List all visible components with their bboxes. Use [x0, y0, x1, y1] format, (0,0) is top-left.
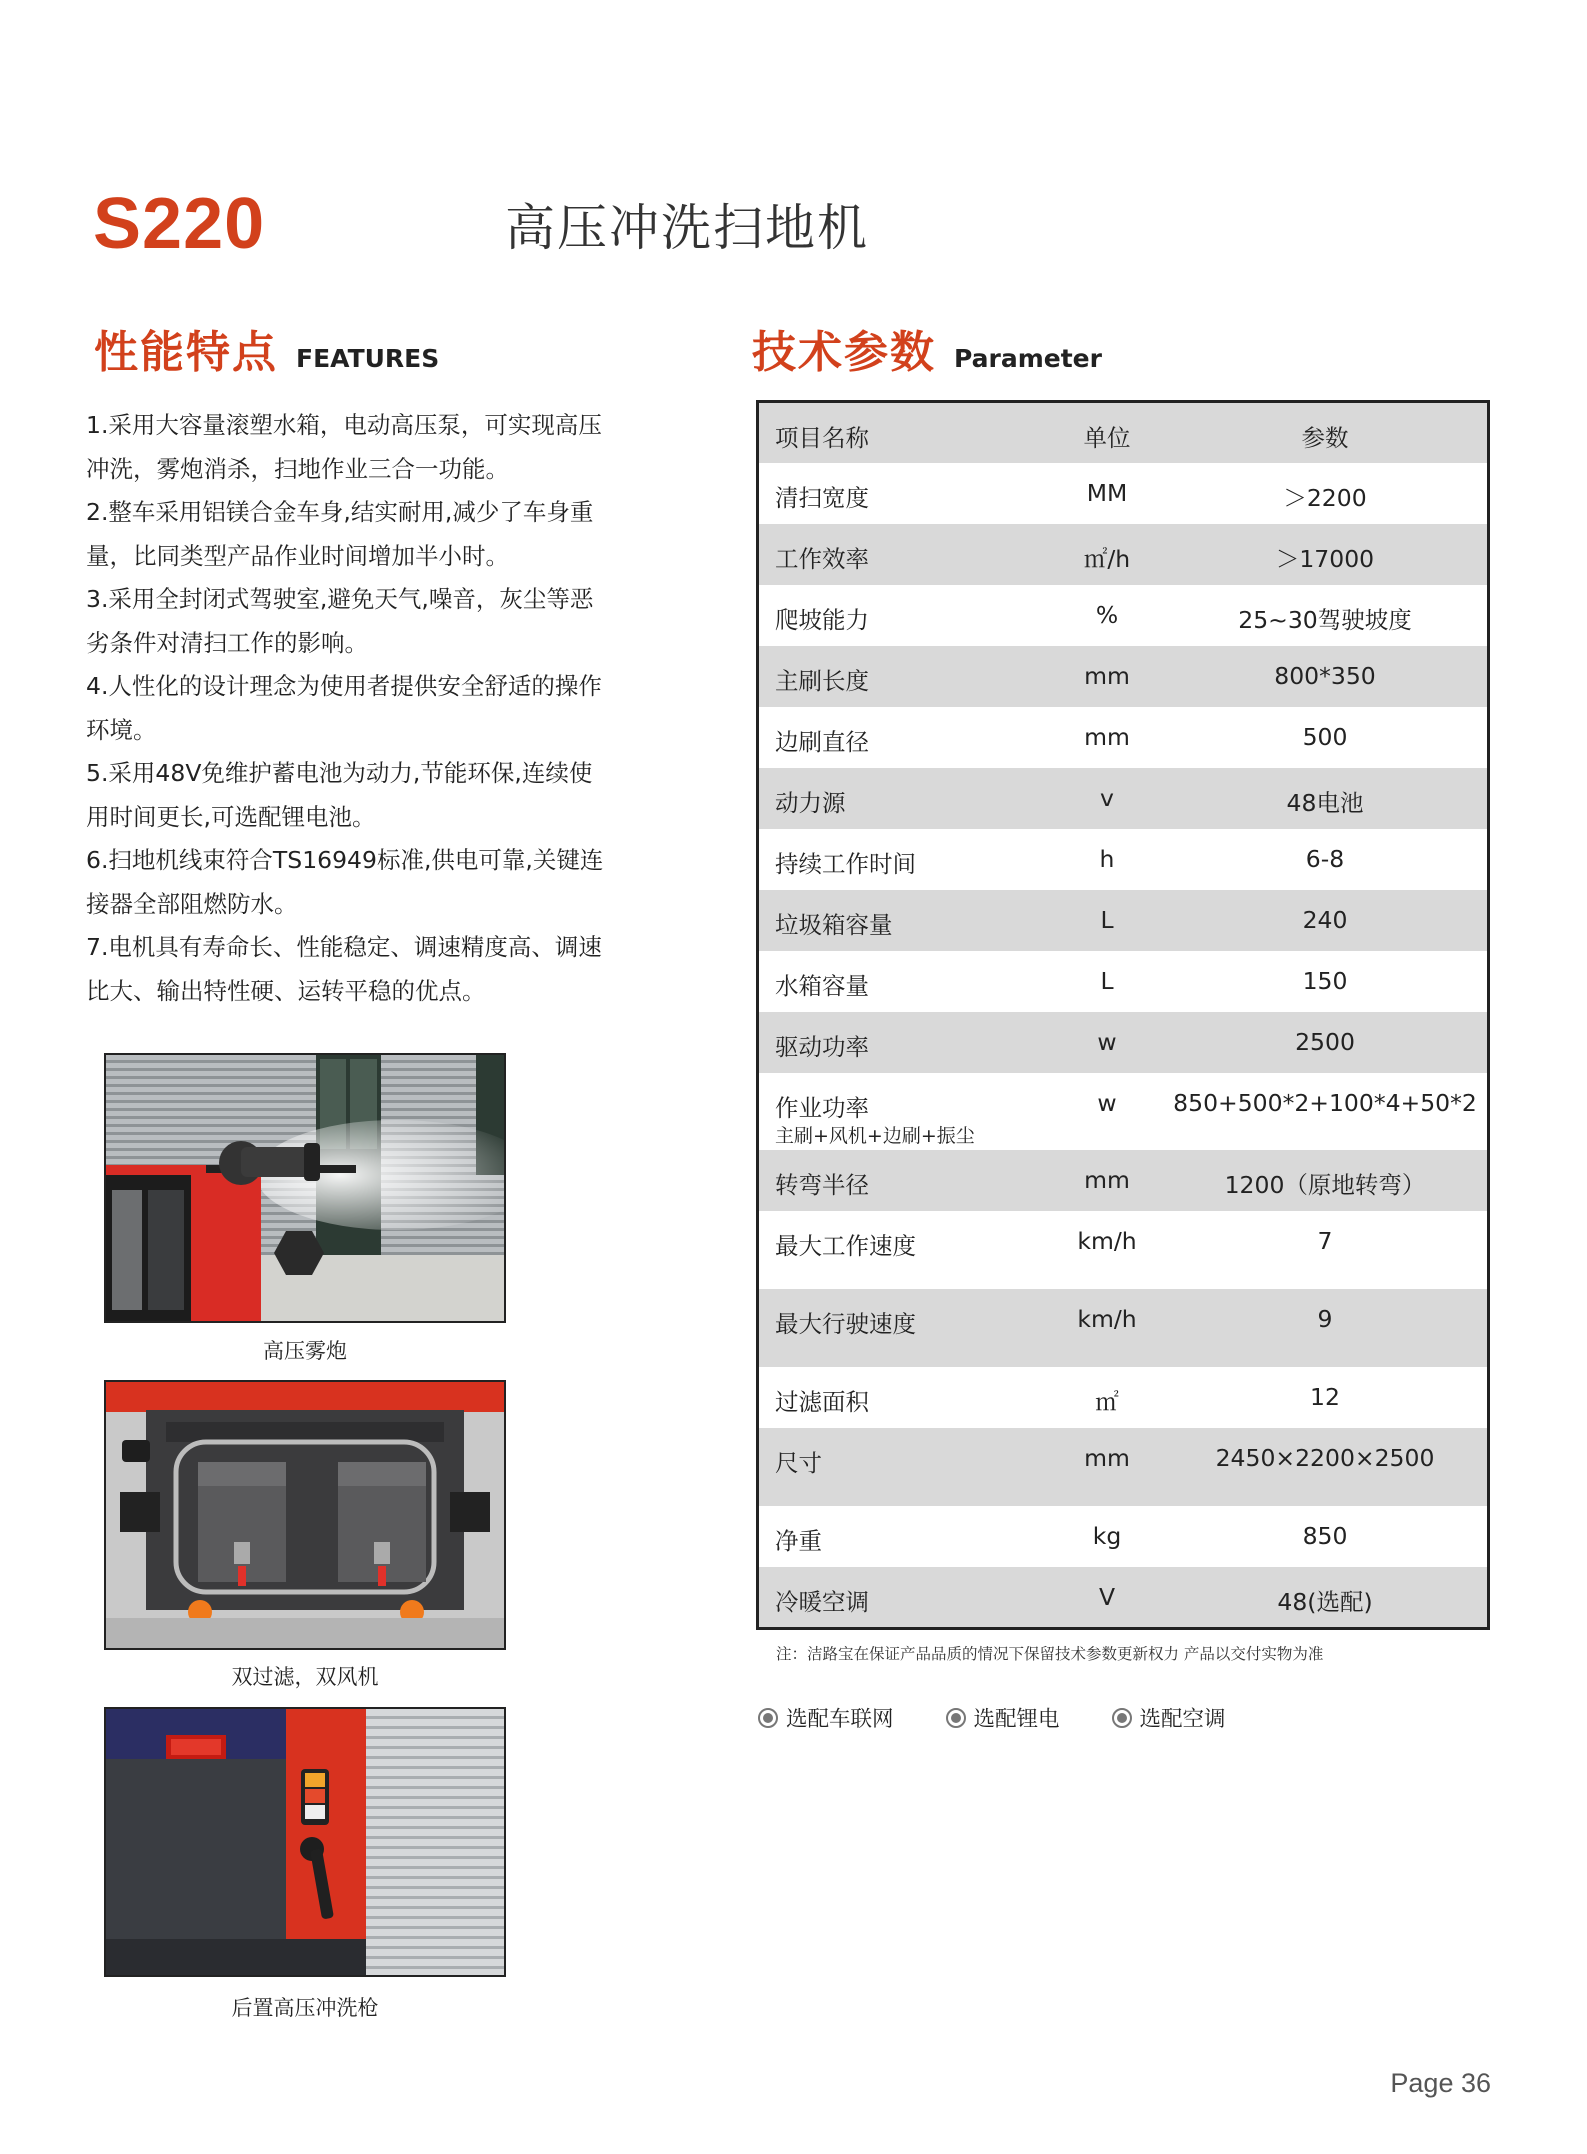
option-item — [1112, 1702, 1226, 1733]
header-name: 项目名称 — [775, 424, 869, 452]
row-name: 工作效率 — [775, 545, 869, 573]
feature-line: 量，比同类型产品作业时间增加半小时。 — [86, 541, 509, 570]
table-row — [759, 524, 1487, 585]
row-unit: % — [1095, 601, 1119, 629]
row-name: 清扫宽度 — [775, 484, 869, 512]
mist-cannon-illustration — [106, 1055, 504, 1321]
row-name: 最大工作速度 — [775, 1232, 916, 1260]
feature-line: 2.整车采用铝镁合金车身,结实耐用,减少了车身重 — [86, 498, 594, 526]
row-value: 6-8 — [1305, 845, 1345, 873]
row-name: 垃圾箱容量 — [775, 911, 893, 939]
feature-line: 5.采用48V免维护蓄电池为动力,节能环保,连续使 — [86, 759, 593, 787]
row-value: 7 — [1317, 1227, 1333, 1255]
parameter-table — [756, 400, 1490, 1630]
features-title-en: FEATURES — [296, 344, 440, 373]
row-name: 驱动功率 — [775, 1033, 869, 1061]
table-row — [759, 1211, 1487, 1289]
wash-gun-illustration — [106, 1709, 504, 1975]
row-name-sub: 主刷+风机+边刷+振尘 — [775, 1125, 975, 1147]
row-name-main: 作业功率 — [775, 1094, 869, 1122]
row-name: 主刷长度 — [775, 667, 869, 695]
row-unit: L — [1100, 967, 1114, 995]
row-name: 爬坡能力 — [775, 606, 869, 634]
photo-dual-filter — [104, 1380, 506, 1650]
row-unit: ㎡ — [1095, 1388, 1119, 1416]
feature-line: 冲洗，雾炮消杀，扫地作业三合一功能。 — [86, 454, 509, 483]
table-row — [759, 585, 1487, 646]
row-unit: mm — [1084, 723, 1130, 751]
row-value: ＞17000 — [1275, 545, 1375, 573]
row-name: 边刷直径 — [775, 728, 869, 756]
header-value: 参数 — [1301, 424, 1349, 452]
table-row — [759, 829, 1487, 890]
row-value: 800*350 — [1274, 662, 1376, 690]
row-unit: h — [1099, 845, 1115, 873]
row-name: 净重 — [775, 1527, 822, 1555]
feature-line: 接器全部阻燃防水。 — [86, 889, 298, 918]
radio-icon — [946, 1708, 966, 1728]
row-unit: km/h — [1077, 1305, 1137, 1333]
dual-filter-illustration — [106, 1382, 504, 1648]
option-item — [758, 1702, 894, 1733]
row-name — [759, 1073, 1051, 1147]
row-unit: km/h — [1077, 1227, 1137, 1255]
row-name: 转弯半径 — [775, 1171, 869, 1199]
feature-line: 1.采用大容量滚塑水箱，电动高压泵，可实现高压 — [86, 411, 602, 439]
option-label: 选配空调 — [1139, 1707, 1226, 1732]
row-value: 9 — [1317, 1305, 1333, 1333]
model-number: S220 — [93, 184, 266, 264]
row-value: 240 — [1302, 906, 1348, 934]
row-value: 2500 — [1295, 1028, 1355, 1056]
row-name: 水箱容量 — [775, 972, 869, 1000]
row-value: 150 — [1302, 967, 1348, 995]
row-name: 过滤面积 — [775, 1388, 869, 1416]
table-row — [759, 707, 1487, 768]
parameter-title-cn: 技术参数 — [752, 327, 936, 378]
parameter-title-en: Parameter — [954, 344, 1102, 373]
option-list — [758, 1702, 1278, 1733]
table-row — [759, 1012, 1487, 1073]
table-row — [759, 1506, 1487, 1567]
parameter-note: 注：洁路宝在保证产品品质的情况下保留技术参数更新权力 产品以交付实物为准 — [776, 1645, 1324, 1663]
radio-icon — [758, 1708, 778, 1728]
table-row — [759, 646, 1487, 707]
option-item — [946, 1702, 1060, 1733]
row-value: 25~30驾驶坡度 — [1238, 606, 1412, 634]
table-header-row — [759, 403, 1487, 463]
photo-caption: 双过滤，双风机 — [231, 1665, 379, 1689]
row-unit: mm — [1084, 1166, 1130, 1194]
feature-line: 用时间更长,可选配锂电池。 — [86, 802, 376, 831]
header-unit: 单位 — [1083, 424, 1131, 452]
row-unit: kg — [1092, 1522, 1122, 1550]
option-label: 选配锂电 — [973, 1707, 1060, 1732]
table-row — [759, 890, 1487, 951]
photo-wash-gun — [104, 1707, 506, 1977]
row-unit: mm — [1084, 662, 1130, 690]
page-number: Page 36 — [1390, 2068, 1491, 2098]
product-name: 高压冲洗扫地机 — [505, 199, 869, 257]
feature-line: 7.电机具有寿命长、性能稳定、调速精度高、调速 — [86, 933, 602, 961]
row-unit: V — [1098, 1583, 1116, 1611]
feature-line: 3.采用全封闭式驾驶室,避免天气,噪音，灰尘等恶 — [86, 585, 594, 613]
radio-icon — [1112, 1708, 1132, 1728]
row-value: 850 — [1302, 1522, 1348, 1550]
row-unit: L — [1100, 906, 1114, 934]
row-name: 最大行驶速度 — [775, 1310, 916, 1338]
row-value: 1200（原地转弯） — [1224, 1171, 1426, 1199]
row-unit: MM — [1086, 479, 1128, 507]
row-value: 12 — [1310, 1383, 1340, 1411]
row-value: 850+500*2+100*4+50*2 — [1173, 1089, 1477, 1117]
table-row — [759, 463, 1487, 524]
feature-line: 劣条件对清扫工作的影响。 — [86, 628, 368, 657]
features-list — [86, 404, 626, 1013]
row-value: 48(选配) — [1277, 1588, 1373, 1616]
row-name: 持续工作时间 — [775, 850, 916, 878]
table-row — [759, 1567, 1487, 1627]
feature-line: 环境。 — [86, 715, 157, 744]
table-row — [759, 1367, 1487, 1428]
row-value: 500 — [1302, 723, 1348, 751]
table-row — [759, 1289, 1487, 1367]
feature-line: 比大、输出特性硬、运转平稳的优点。 — [86, 976, 486, 1005]
row-unit: mm — [1084, 1444, 1130, 1472]
feature-line: 6.扫地机线束符合TS16949标准,供电可靠,关键连 — [86, 846, 604, 874]
row-name: 冷暖空调 — [775, 1588, 869, 1616]
option-label: 选配车联网 — [786, 1707, 894, 1732]
row-value: 2450×2200×2500 — [1215, 1444, 1435, 1472]
photo-caption: 高压雾炮 — [263, 1339, 347, 1363]
table-row — [759, 1150, 1487, 1211]
parameter-heading — [752, 316, 1102, 380]
features-title-cn: 性能特点 — [94, 327, 278, 378]
table-row — [759, 768, 1487, 829]
row-value: ＞2200 — [1283, 484, 1367, 512]
row-name: 尺寸 — [775, 1449, 822, 1477]
features-heading — [94, 316, 439, 380]
row-value: 48电池 — [1286, 789, 1364, 817]
row-unit: ㎡/h — [1083, 545, 1131, 573]
row-name: 动力源 — [775, 789, 846, 817]
photo-caption: 后置高压冲洗枪 — [231, 1996, 379, 2020]
feature-line: 4.人性化的设计理念为使用者提供安全舒适的操作 — [86, 672, 602, 700]
row-unit: w — [1097, 1089, 1117, 1117]
table-row — [759, 951, 1487, 1012]
photo-mist-cannon — [104, 1053, 506, 1323]
row-unit: v — [1100, 784, 1114, 812]
row-unit: w — [1097, 1028, 1117, 1056]
table-row — [759, 1428, 1487, 1506]
table-row — [759, 1073, 1487, 1150]
